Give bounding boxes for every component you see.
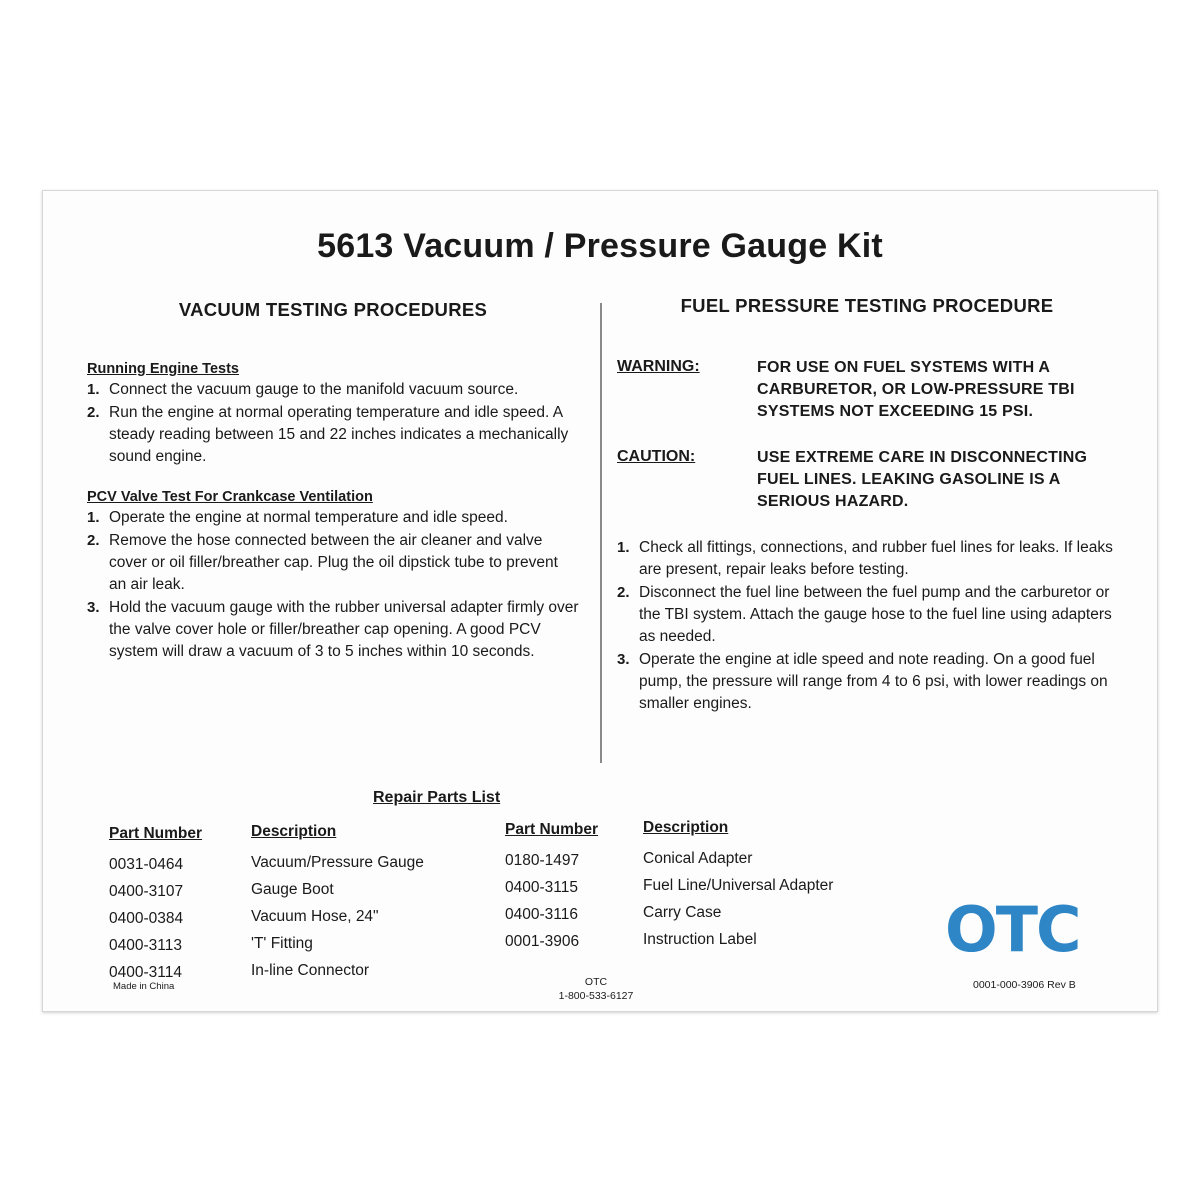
- item-number: 2.: [617, 584, 630, 601]
- part-number-header: Part Number: [505, 821, 599, 838]
- part-number: 0400-3113: [109, 937, 182, 954]
- item-text: Run the engine at normal operating temperature and idle speed. A steady reading between 15 and 22 inches indicates a mechanically sound engine.: [109, 404, 569, 465]
- part-description: Conical Adapter: [643, 850, 753, 867]
- part-description: 'T' Fitting: [251, 935, 313, 952]
- part-description: In-line Connector: [251, 962, 370, 979]
- parts-right-part-numbers: [505, 821, 598, 955]
- page-title: 5613 Vacuum / Pressure Gauge Kit: [317, 227, 883, 265]
- pcv-subheading: PCV Valve Test For Crankcase Ventilation: [87, 489, 373, 505]
- part-number: 0001-3906: [505, 933, 580, 950]
- part-number-header: Part Number: [109, 825, 203, 842]
- part-number: 0400-3114: [109, 964, 182, 981]
- part-number: 0180-1497: [505, 852, 580, 869]
- column-divider: [600, 303, 602, 763]
- list-item: [87, 379, 579, 401]
- warning-text: FOR USE ON FUEL SYSTEMS WITH A CARBURETOR, OR LOW-PRESSURE TBI SYSTEMS NOT EXCEEDING 15 PSI.: [757, 359, 1075, 420]
- item-text: Operate the engine at idle speed and note reading. On a good fuel pump, the pressure will range from 4 to 6 psi, with lower readings on smaller engines.: [639, 651, 1108, 712]
- otc-logo: OTC: [945, 893, 1080, 966]
- fuel-test-list: [617, 537, 1117, 715]
- vacuum-testing-section: [87, 299, 579, 664]
- item-text: Remove the hose connected between the air cleaner and valve cover or oil filler/breather cap. Plug the oil dipstick tube to prevent an air leak.: [109, 532, 558, 593]
- revision-number: 0001-000-3906 Rev B: [973, 979, 1076, 991]
- item-number: 1.: [87, 381, 100, 398]
- footer-company: OTC: [584, 976, 608, 988]
- description-header: Description: [643, 819, 729, 836]
- vacuum-section-heading: VACUUM TESTING PROCEDURES: [178, 299, 488, 320]
- caution-text: USE EXTREME CARE IN DISCONNECTING FUEL LINES. LEAKING GASOLINE IS A SERIOUS HAZARD.: [757, 449, 1088, 510]
- running-engine-list: [87, 379, 579, 468]
- item-text: Check all fittings, connections, and rubber fuel lines for leaks. If leaks are present, repair leaks before testing.: [639, 539, 1113, 578]
- fuel-pressure-section: [617, 295, 1117, 716]
- part-number: 0400-3116: [505, 906, 578, 923]
- made-in-text: Made in China: [113, 981, 175, 992]
- list-item: [617, 537, 1117, 581]
- item-text: Connect the vacuum gauge to the manifold vacuum source.: [109, 381, 519, 398]
- caution-label: CAUTION:: [617, 448, 696, 465]
- warning-label: WARNING:: [617, 358, 700, 375]
- item-text: Operate the engine at normal temperature and idle speed.: [109, 509, 508, 526]
- list-item: [617, 649, 1117, 715]
- warning-notice: [617, 357, 1117, 423]
- part-description: Carry Case: [643, 904, 722, 921]
- part-number: 0400-3115: [505, 879, 578, 896]
- pcv-list: [87, 507, 579, 663]
- part-description: Fuel Line/Universal Adapter: [643, 877, 834, 894]
- parts-right-descriptions: [643, 819, 833, 953]
- part-number: 0400-0384: [109, 910, 184, 927]
- item-text: Hold the vacuum gauge with the rubber universal adapter firmly over the valve cover hole or filler/breather cap opening. A good PCV system will draw a vacuum of 3 to 5 inches within 10 seconds.: [109, 599, 579, 660]
- item-number: 2.: [87, 404, 100, 421]
- part-description: Gauge Boot: [251, 881, 334, 898]
- parts-list-title: Repair Parts List: [373, 789, 501, 806]
- part-number: 0031-0464: [109, 856, 184, 873]
- item-number: 3.: [87, 599, 100, 616]
- part-description: Vacuum Hose, 24": [251, 908, 379, 925]
- parts-left-part-numbers: [109, 825, 202, 986]
- list-item: [87, 530, 579, 596]
- list-item: [87, 507, 579, 529]
- list-item: [87, 597, 579, 663]
- running-engine-subheading: Running Engine Tests: [87, 361, 239, 377]
- item-number: 3.: [617, 651, 630, 668]
- part-description: Instruction Label: [643, 931, 757, 948]
- description-header: Description: [251, 823, 337, 840]
- footer-phone: 1-800-533-6127: [558, 990, 634, 1002]
- item-number: 1.: [87, 509, 100, 526]
- instruction-label: [42, 190, 1158, 1012]
- part-number: 0400-3107: [109, 883, 184, 900]
- item-text: Disconnect the fuel line between the fuel pump and the carburetor or the TBI system. Attach the gauge hose to the fuel line using adapters as needed.: [639, 584, 1112, 645]
- part-description: Vacuum/Pressure Gauge: [251, 854, 424, 871]
- footer-contact: [513, 975, 679, 1003]
- caution-notice: [617, 447, 1117, 513]
- list-item: [87, 402, 579, 468]
- fuel-section-heading: FUEL PRESSURE TESTING PROCEDURE: [680, 295, 1054, 316]
- list-item: [617, 582, 1117, 648]
- item-number: 2.: [87, 532, 100, 549]
- parts-left-descriptions: [251, 823, 424, 984]
- item-number: 1.: [617, 539, 630, 556]
